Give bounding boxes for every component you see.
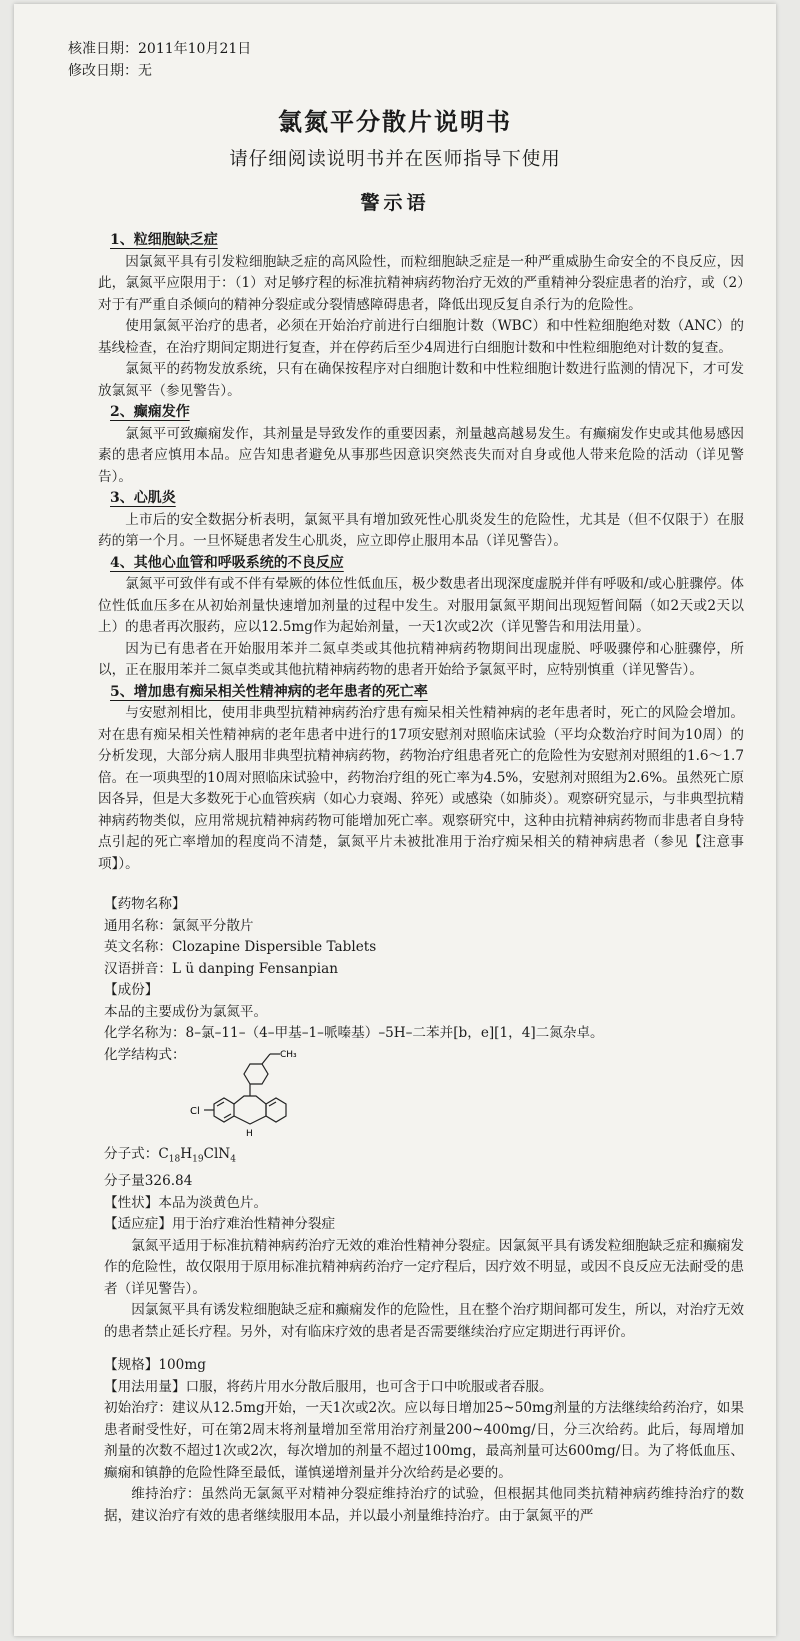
- document-title: 氯氮平分散片说明书: [278, 107, 512, 136]
- drug-info: [98, 894, 744, 1527]
- specification: 【规格】100mg: [104, 1357, 206, 1374]
- section-heading: 2、癫痫发作: [110, 404, 190, 420]
- section-paragraph: 氯氮平可致伴有或不伴有晕厥的体位性低血压，极少数患者出现深度虚脱并伴有呼吸和/或心脏骤停。体位性低血压多在从初始剂量快速增加剂量的过程中发生。对服用氯氮平期间出现短暂间隔（如2天或2天以上）的患者再次服药，应以12.5mg作为起始剂量，一天1次或2次（详见警告和用法用量）。: [98, 576, 744, 635]
- nh-label: H: [246, 1129, 253, 1139]
- indication: 【适应症】用于治疗难治性精神分裂症: [104, 1216, 336, 1233]
- generic-name: 通用名称：氯氮平分散片: [104, 917, 254, 934]
- section-heading: 1、粒细胞缺乏症: [110, 232, 218, 248]
- section-heading: 5、增加患有痴呆相关性精神病的老年患者的死亡率: [110, 683, 428, 700]
- section-paragraph: 因为已有患者在开始服用苯并二氮卓类或其他抗精神病药物期间出现虚脱、呼吸骤停和心脏骤停，所以，正在服用苯并二氮卓类或其他抗精神病药物的患者开始给予氯氮平时，应特别慎重（详见警告）。: [98, 640, 744, 678]
- molecular-weight: 分子量326.84: [104, 1173, 193, 1190]
- molecular-formula: 分子式：$C_{18}H_{19}ClN_4$: [104, 1146, 236, 1165]
- section-heading: 3、心肌炎: [110, 490, 176, 506]
- section-heading: 4、其他心血管和呼吸系统的不良反应: [110, 554, 344, 571]
- dates-block: [68, 38, 251, 82]
- section-paragraph: 使用氯氮平治疗的患者，必须在开始治疗前进行白细胞计数（WBC）和中性粒细胞绝对数（ANC）的基线检查，在治疗期间定期进行复查，并在停药后至少4周进行白细胞计数和中性粒细胞绝对计数的复查。: [98, 318, 744, 356]
- ingredients-heading: 【成份】: [104, 982, 159, 998]
- pinyin-name: 汉语拼音：L ü danping Fensanpian: [104, 960, 339, 977]
- indication-paragraph: 因氯氮平具有诱发粒细胞缺乏症和癫痫发作的危险性，且在整个治疗期间都可发生，所以，对治疗无效的患者禁止延长疗程。另外，对有临床疗效的患者是否需要继续治疗应定期进行再评价。: [104, 1302, 744, 1340]
- approval-date: 核准日期：2011年10月21日: [68, 41, 252, 57]
- revision-date: 修改日期：无: [68, 63, 152, 79]
- warning-heading: 警示语: [360, 192, 430, 214]
- document-subtitle: 请仔细阅读说明书并在医师指导下使用: [229, 149, 561, 170]
- usage: 【用法用量】口服，将药片用水分散后服用，也可含于口中吮服或者吞服。: [104, 1378, 553, 1395]
- chemical-name: 化学名称为：8–氯–11–（4–甲基–1–哌嗪基）–5H–二苯并[b，e][1，4]二氮杂卓。: [104, 1025, 604, 1041]
- drug-name-heading: 【药物名称】: [104, 896, 186, 912]
- section-paragraph: 与安慰剂相比，使用非典型抗精神病药治疗患有痴呆相关性精神病的老年患者时，死亡的风险会增加。对在患有痴呆相关性精神病的老年患者中进行的17项安慰剂对照临床试验（平均众数治疗时间为10周）的分析发现，大部分病人服用非典型抗精神病药物，药物治疗组患者死亡的危险性为安慰剂对照组的1.6～1.7倍。在一项典型的10周对照临床试验中，药物治疗组的死亡率为4.5%，安慰剂对照组为2.6%。虽然死亡原因各异，但是大多数死于心血管疾病（如心力衰竭、猝死）或感染（如肺炎）。观察研究显示，与非典型抗精神病药物类似，应用常规抗精神病药物可能增加死亡率。观察研究中，这种由抗精神病药物而非患者自身特点引起的死亡率增加的程度尚不清楚，氯氮平片未被批准用于治疗痴呆相关的精神病患者（参见【注意事项】）。: [98, 705, 744, 872]
- section-paragraph: 氯氮平的药物发放系统，只有在确保按程序对白细胞计数和中性粒细胞计数进行监测的情况下，才可发放氯氮平（参见警告）。: [98, 361, 744, 399]
- ch3-label: CH₃: [280, 1050, 297, 1060]
- section-paragraph: 氯氮平可致癫痫发作，其剂量是导致发作的重要因素，剂量越高越易发生。有癫痫发作史或其他易感因素的患者应慎用本品。应告知患者避免从事那些因意识突然丧失而对自身或他人带来危险的活动（详见警告）。: [98, 425, 744, 485]
- clozapine-structure-icon: [184, 1048, 364, 1144]
- indication-paragraph: 氯氮平适用于标准抗精神病药治疗无效的难治性精神分裂症。因氯氮平具有诱发粒细胞缺乏症和癫痫发作的危险性，故仅限用于原用标准抗精神病药治疗一定疗程后，因疗效不明显，或因不良反应无法耐受的患者（详见警告）。: [104, 1237, 744, 1297]
- leaflet-body: [98, 230, 744, 1527]
- main-ingredient: 本品的主要成份为氯氮平。: [104, 1003, 268, 1020]
- usage-paragraph: 初始治疗：建议从12.5mg开始，一天1次或2次。应以每日增加25~50mg剂量的方法继续给药治疗，如果患者耐受性好，可在第2周末将剂量增加至常用治疗剂量200~400mg/日，分三次给药。此后，每周增加剂量的次数不超过1次或2次，每次增加的剂量不超过100mg，最高剂量可达600mg/日。为了将低血压、癫痫和镇静的危险性降至最低，谨慎递增剂量并分次给药是必要的。: [104, 1400, 744, 1481]
- usage-paragraph: 维持治疗：虽然尚无氯氮平对精神分裂症维持治疗的试验，但根据其他同类抗精神病药维持治疗的数据，建议治疗有效的患者继续服用本品，并以最小剂量维持治疗。由于氯氮平的严: [104, 1486, 744, 1524]
- appearance: 【性状】本品为淡黄色片。: [104, 1194, 268, 1211]
- section-paragraph: 因氯氮平具有引发粒细胞缺乏症的高风险性，而粒细胞缺乏症是一种严重威胁生命安全的不良反应，因此，氯氮平应限用于：（1）对足够疗程的标准抗精神病药物治疗无效的严重精神分裂症患者的治疗，或（2）对于有严重自杀倾向的精神分裂症或分裂情感障碍患者，降低出现反复自杀行为的危险性。: [98, 253, 744, 313]
- chemical-structure: [184, 1050, 744, 1144]
- leaflet-page: [14, 4, 776, 1636]
- english-name: 英文名称：Clozapine Dispersible Tablets: [104, 939, 377, 955]
- section-paragraph: 上市后的安全数据分析表明，氯氮平具有增加致死性心肌炎发生的危险性，尤其是（但不仅限于）在服药的第一个月。一旦怀疑患者发生心肌炎，应立即停止服用本品（详见警告）。: [98, 511, 744, 549]
- structure-label: 化学结构式：: [104, 1046, 186, 1063]
- cl-label: Cl: [190, 1106, 200, 1117]
